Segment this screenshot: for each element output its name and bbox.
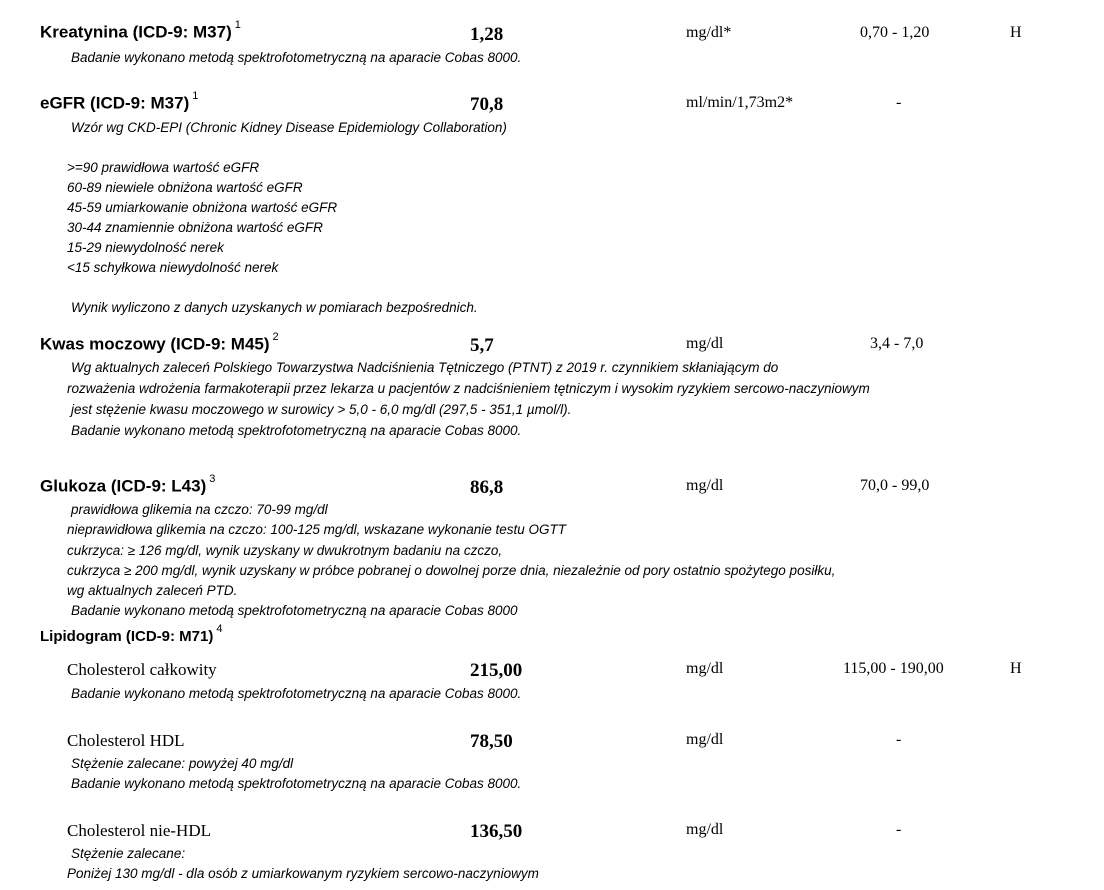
lipidogram-title: Lipidogram (ICD-9: M71) $^4$ [40,623,223,645]
kwas-title: Kwas moczowy (ICD-9: M45) $^2$ [40,331,279,354]
kwas-note: jest stężenie kwasu moczowego w surowicy > 5,0 - 6,0 mg/dl (297,5 - 351,1 µmol/l). [71,402,572,417]
kreatynina-unit: mg/dl* [686,24,732,41]
kreatynina-value: 1,28 [470,24,504,45]
chol-total-method: Badanie wykonano metodą spektrofotometryczną na aparacie Cobas 8000. [71,686,522,701]
glukoza-note: cukrzyca: ≥ 126 mg/dl, wynik uzyskany w dwukrotnym badaniu na czczo, [67,543,503,558]
chol-hdl-name: Cholesterol HDL [67,731,185,750]
glukoza-note: prawidłowa glikemia na czczo: 70-99 mg/dl [71,502,328,517]
kwas-range: 3,4 - 7,0 [870,335,924,352]
egfr-unit: ml/min/1,73m2* [686,94,794,111]
chol-nonhdl-rec: Stężenie zalecane: [71,846,186,861]
kreatynina-title: Kreatynina (ICD-9: M37) $^1$ [40,19,241,42]
chol-hdl-value: 78,50 [470,731,513,752]
egfr-range: - [896,94,902,111]
chol-nonhdl-unit: mg/dl [686,821,724,838]
chol-hdl-method: Badanie wykonano metodą spektrofotometryczną na aparacie Cobas 8000. [71,776,522,791]
chol-nonhdl-range: - [896,821,902,838]
glukoza-unit: mg/dl [686,477,724,494]
egfr-value: 70,8 [470,94,504,115]
kreatynina-method: Badanie wykonano metodą spektrofotometryczną na aparacie Cobas 8000. [71,50,522,65]
glukoza-title: Glukoza (ICD-9: L43) $^3$ [40,473,216,496]
egfr-scale-line: 45-59 umiarkowanie obniżona wartość eGFR [67,200,338,215]
chol-total-value: 215,00 [470,660,523,681]
egfr-formula: Wzór wg CKD-EPI (Chronic Kidney Disease Epidemiology Collaboration) [71,120,507,135]
chol-hdl-rec: Stężenie zalecane: powyżej 40 mg/dl [71,756,294,771]
chol-hdl-unit: mg/dl [686,731,724,748]
chol-nonhdl-rec-detail: Poniżej 130 mg/dl - dla osób z umiarkowanym ryzykiem sercowo-naczyniowym [67,866,539,881]
egfr-scale-line: 15-29 niewydolność nerek [67,240,224,255]
egfr-title: eGFR (ICD-9: M37) $^1$ [40,90,199,113]
chol-nonhdl-value: 136,50 [470,821,523,842]
kreatynina-range: 0,70 - 1,20 [860,24,930,41]
egfr-scale-line: 30-44 znamiennie obniżona wartość eGFR [67,220,323,235]
kwas-note: Wg aktualnych zaleceń Polskiego Towarzystwa Nadciśnienia Tętniczego (PTNT) z 2019 r. czynnikiem skłaniającym do [71,360,779,375]
egfr-computed-note: Wynik wyliczono z danych uzyskanych w pomiarach bezpośrednich. [71,300,478,315]
chol-nonhdl-name: Cholesterol nie-HDL [67,821,211,840]
egfr-scale-line: >=90 prawidłowa wartość eGFR [67,160,260,175]
kwas-note: rozważenia wdrożenia farmakoterapii przez lekarza u pacjentów z nadciśnieniem tętniczym i wysokim ryzykiem sercowo-naczyniowym [67,381,870,396]
glukoza-value: 86,8 [470,477,504,498]
kwas-value: 5,7 [470,335,494,356]
chol-total-flag: H [1010,660,1022,677]
glukoza-range: 70,0 - 99,0 [860,477,930,494]
kwas-method: Badanie wykonano metodą spektrofotometryczną na aparacie Cobas 8000. [71,423,522,438]
egfr-scale-line: 60-89 niewiele obniżona wartość eGFR [67,180,303,195]
chol-total-unit: mg/dl [686,660,724,677]
glukoza-note: nieprawidłowa glikemia na czczo: 100-125 mg/dl, wskazane wykonanie testu OGTT [67,522,566,537]
glukoza-note: cukrzyca ≥ 200 mg/dl, wynik uzyskany w próbce pobranej o dowolnej porze dnia, niezależnie od pory ostatnio spożytego posiłku, [67,563,836,578]
chol-total-name: Cholesterol całkowity [67,660,217,679]
glukoza-note: wg aktualnych zaleceń PTD. [67,583,238,598]
kwas-unit: mg/dl [686,335,724,352]
glukoza-method: Badanie wykonano metodą spektrofotometryczną na aparacie Cobas 8000 [71,603,518,618]
chol-total-range: 115,00 - 190,00 [843,660,944,677]
chol-hdl-range: - [896,731,902,748]
kreatynina-flag: H [1010,24,1022,41]
egfr-scale-line: <15 schyłkowa niewydolność nerek [67,260,279,275]
